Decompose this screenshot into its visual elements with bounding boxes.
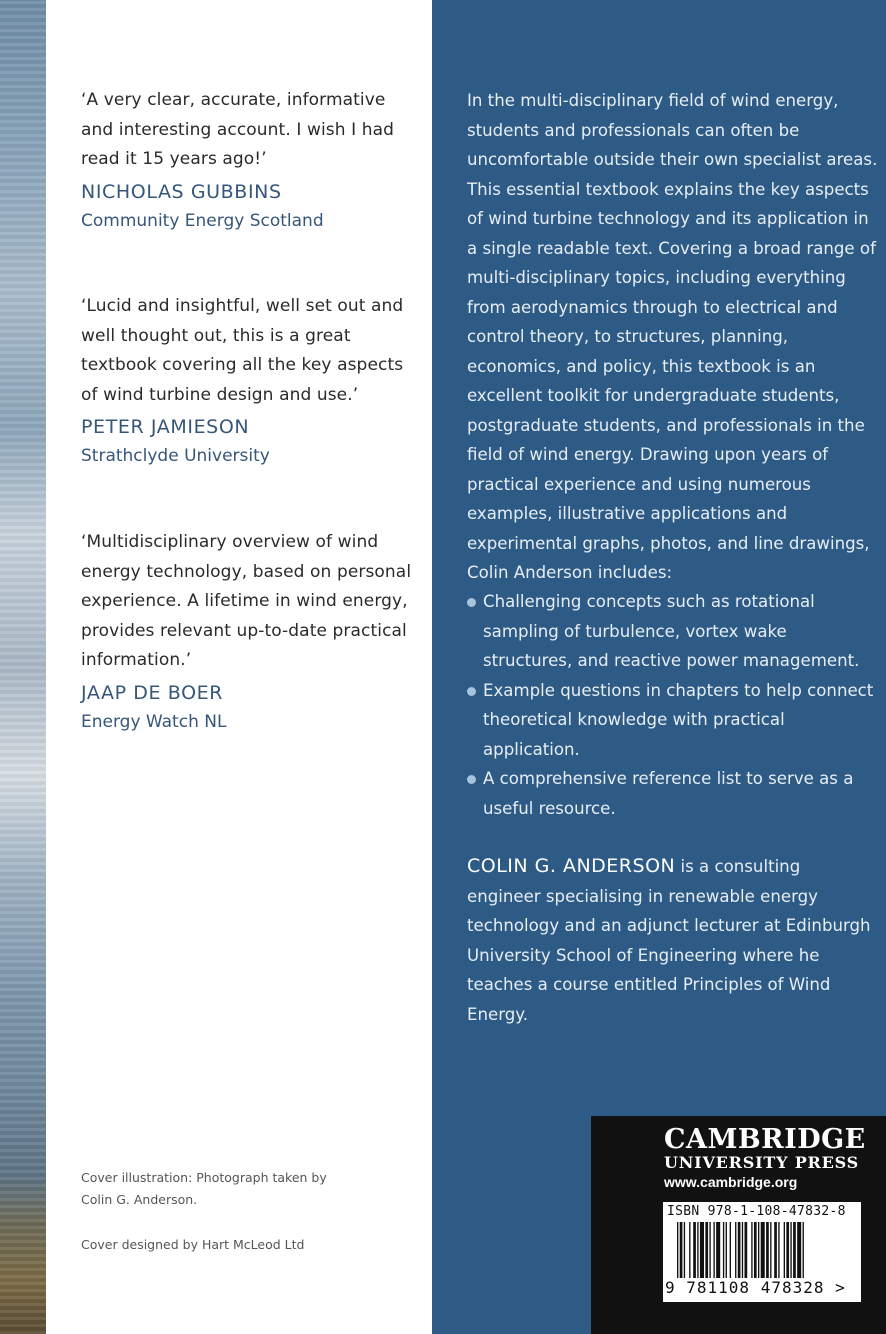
barcode-bar [716, 1222, 720, 1278]
barcode-bar [758, 1222, 759, 1278]
endorsement-1 [81, 86, 416, 236]
barcode-bar [689, 1222, 690, 1278]
barcode-bar [797, 1222, 801, 1278]
barcode-bar [745, 1222, 748, 1278]
barcode-bar [738, 1222, 741, 1278]
book-description: In the multi-disciplinary field of wind energy, students and professionals can often be uncomfortable outside their own specialist areas. This essential textbook explains the key aspects of wind turbine technology and its application in a single readable text. Covering a broad range of multi-disciplinary topics, including everything from aerodynamics through to electrical and control theory, to structures, planning, economics, and policy, this textbook is an excellent toolkit for undergraduate students, postgraduate students, and professionals in the field of wind energy. Drawing upon years of practical experience and using numerous examples, illustrative applications and experimental graphs, photos, and line drawings, Colin Anderson includes: [467, 91, 878, 582]
barcode-bar [697, 1222, 698, 1278]
barcode-bar [700, 1222, 704, 1278]
barcode-bar [713, 1222, 714, 1278]
barcode-bar [766, 1222, 769, 1278]
endorser-organisation: Community Energy Scotland [81, 210, 324, 231]
author-bio [467, 852, 879, 1029]
feature-text: Challenging concepts such as rotational sampling of turbulence, vortex wake structures, and reactive power management. [483, 592, 860, 670]
bullet-icon [467, 775, 476, 784]
barcode-bar [693, 1222, 696, 1278]
barcode-bar [723, 1222, 724, 1278]
feature-item [467, 587, 879, 676]
feature-item [467, 676, 879, 765]
barcode-bar [784, 1222, 785, 1278]
barcode-bar [726, 1222, 727, 1278]
barcode-bar [790, 1222, 791, 1278]
barcode-bar [786, 1222, 789, 1278]
barcode-bar [793, 1222, 796, 1278]
endorsement-quote: ‘A very clear, accurate, informative and interesting account. I wish I had read it 15 years ago!’ [81, 90, 395, 169]
publisher-url: www.cambridge.org [664, 1174, 798, 1190]
barcode-bar [684, 1222, 685, 1278]
barcode-bar [770, 1222, 771, 1278]
isbn-label: ISBN 978-1-108-47832-8 [667, 1204, 846, 1219]
endorsement-3 [81, 528, 416, 737]
endorser-organisation: Strathclyde University [81, 446, 270, 466]
barcode-bars-icon [677, 1222, 853, 1282]
barcode-digits: 9 781108 478328 > [665, 1278, 846, 1297]
publisher-logo: CAMBRIDGE [664, 1124, 866, 1155]
barcode-bar [751, 1222, 752, 1278]
endorsement-2 [81, 292, 416, 471]
author-bio-text: is a consulting engineer specialising in renewable energy technology and an adjunct lecturer at Edinburgh University School of Engineering where he teaches a course entitled Principles of Wind Energy. [467, 857, 871, 1024]
barcode-bar [677, 1222, 678, 1278]
barcode-bar [774, 1222, 777, 1278]
bullet-icon [467, 598, 476, 607]
cover-design-credit: Cover designed by Hart McLeod Ltd [81, 1237, 305, 1252]
endorser-name: PETER JAMIESON [81, 416, 250, 438]
feature-text: A comprehensive reference list to serve as a useful resource. [483, 769, 854, 818]
barcode-bar [778, 1222, 779, 1278]
barcode-bar [761, 1222, 765, 1278]
endorser-name: JAAP DE BOER [81, 681, 224, 704]
publisher-subtitle: UNIVERSITY PRESS [664, 1153, 859, 1172]
cover-illustration-credit: Cover illustration: Photograph taken by Colin G. Anderson. [81, 1170, 327, 1207]
feature-item [467, 764, 879, 823]
cover-photo-strip [0, 0, 46, 1334]
barcode-bar [730, 1222, 731, 1278]
barcode-bar [803, 1222, 804, 1278]
isbn-barcode [663, 1202, 861, 1302]
endorsements-panel [46, 0, 432, 1334]
barcode-bar [705, 1222, 708, 1278]
author-name: COLIN G. ANDERSON [467, 855, 676, 877]
endorsement-quote: ‘Lucid and insightful, well set out and well thought out, this is a great textbook covering all the key aspects of wind turbine design and use.’ [81, 296, 404, 405]
barcode-bar [709, 1222, 710, 1278]
barcode-bar [680, 1222, 683, 1278]
feature-list [467, 587, 879, 823]
bullet-icon [467, 687, 476, 696]
endorser-name: NICHOLAS GUBBINS [81, 180, 282, 203]
barcode-bar [754, 1222, 757, 1278]
barcode-bar [735, 1222, 736, 1278]
endorser-organisation: Energy Watch NL [81, 711, 227, 732]
barcode-bar [742, 1222, 743, 1278]
endorsement-quote: ‘Multidisciplinary overview of wind energy technology, based on personal experience. A lifetime in wind energy, provides relevant up-to-date practical information.’ [81, 532, 412, 670]
publisher-block [591, 1116, 886, 1334]
feature-text: Example questions in chapters to help connect theoretical knowledge with practical application. [483, 680, 874, 759]
